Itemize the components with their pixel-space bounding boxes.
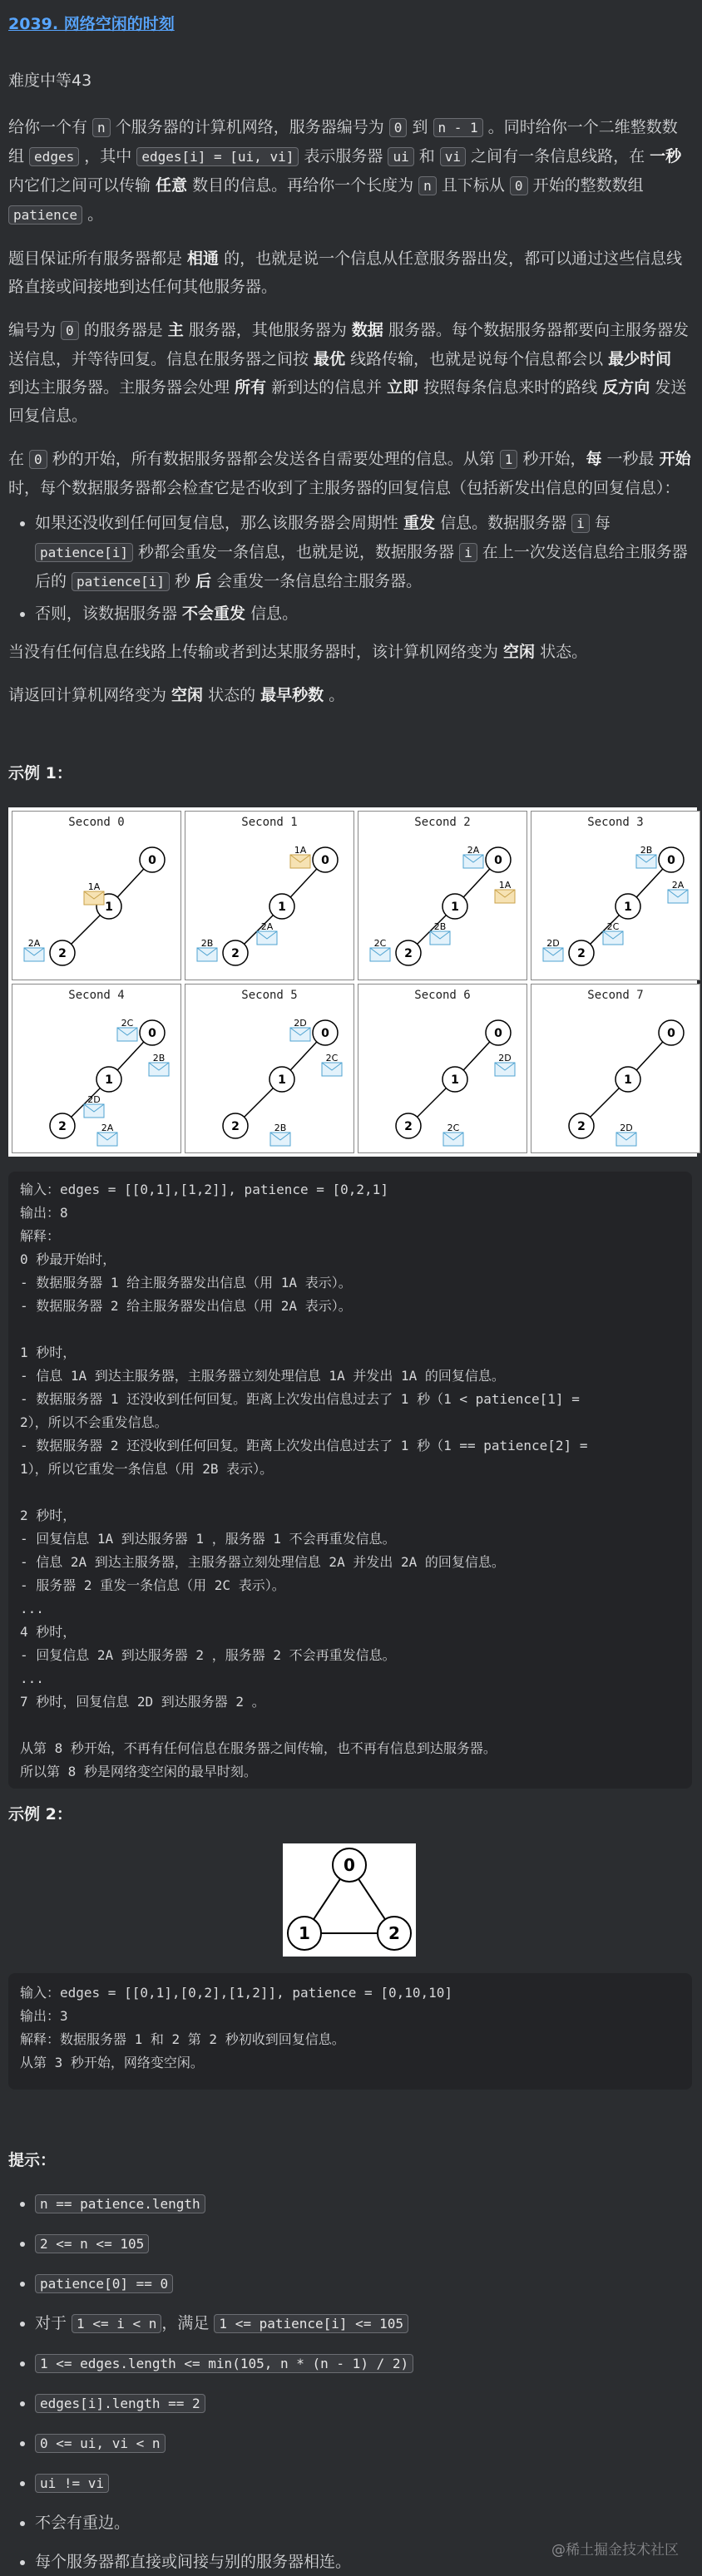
- second-label: Second 3: [587, 816, 644, 829]
- svg-text:2: 2: [388, 1923, 400, 1943]
- second-label: Second 2: [414, 816, 471, 829]
- inline-code: n - 1: [433, 118, 483, 137]
- message-envelope-icon: [290, 1018, 310, 1041]
- node-2: [396, 940, 421, 965]
- message-label: 2C: [373, 938, 387, 949]
- message-label: 2A: [260, 921, 274, 932]
- message-envelope-icon: [290, 845, 310, 868]
- node-1: [96, 1067, 121, 1092]
- message-label: 2D: [546, 938, 560, 949]
- intro-paragraph-6: 请返回计算机网络变为 空闲 状态的 最早秒数 。: [8, 686, 345, 704]
- example-1-heading: 示例 1：: [8, 764, 72, 782]
- network-graph: [531, 985, 700, 1152]
- message-label: 2D: [87, 1094, 101, 1105]
- emphasis: 空闲: [503, 643, 536, 661]
- emphasis: 重发: [403, 514, 436, 532]
- node-1: [442, 1067, 467, 1092]
- message-label: 2D: [620, 1123, 633, 1133]
- message-envelope-icon: [149, 1053, 169, 1076]
- node-1: [615, 1067, 640, 1092]
- second-label: Second 5: [241, 989, 298, 1002]
- second-panel: [12, 811, 181, 980]
- message-label: 2A: [671, 880, 685, 891]
- message-label: 2A: [467, 845, 480, 856]
- message-envelope-icon: [616, 1123, 636, 1146]
- node-1: [615, 894, 640, 919]
- resend-rules-list: [8, 509, 692, 628]
- emphasis: 所有: [235, 378, 267, 397]
- emphasis: 空闲: [171, 686, 204, 704]
- constraint-item: [35, 2509, 692, 2537]
- node-2: [50, 940, 75, 965]
- svg-text:0: 0: [667, 1027, 675, 1040]
- node-0: [140, 847, 165, 872]
- constraint-item: [35, 2389, 692, 2418]
- example-1-code: 输入：edges = [[0,1],[1,2]], patience = [0,2,1] 输出：8 解释： 0 秒最开始时， - 数据服务器 1 给主服务器发出信息（用 1A 表示）。 - 数据服务器 2 给主服务器发出信息（用 2A 表示）。 1 秒时， - 信息 1A 到达主服务器，主服务器立刻处理信息 1A 并发出 1A 的回复信息。 - 数据服务器 1 还没收到任何回复。距离上次发出信息过去了 1 秒（1 < patience[1] = 2），所以不会重发信息。 - 数据服务器 2 还没收到任何回复。距离上次发出信息过去了 1 秒（1 == patience[2] = 1），所以它重发一条信息（用 2B 表示）。 2 秒时， - 回复信息 1A 到达服务器 1 ，服务器 1 不会再重发信息。 - 信息 2A 到达主服务器，主服务器立刻处理信息 2A 并发出 2A 的回复信息。 - 服务器 2 重发一条信息（用 2C 表示）。 ... 4 秒时， - 回复信息 2A 到达服务器 2 ，服务器 2 不会再重发信息。 ... 7 秒时，回复信息 2D 到达服务器 2 。 从第 8 秒开始，不再有任何信息在服务器之间传输，也不再有信息到达服务器。 所以第 8 秒是网络变空闲的最早时刻。: [8, 1172, 692, 1789]
- emphasis: 数据: [351, 321, 383, 339]
- inline-code: edges[i].length == 2: [35, 2394, 205, 2413]
- difficulty-label: 难度中等43: [8, 72, 92, 90]
- inline-code: 0 <= ui, vi < n: [35, 2434, 166, 2453]
- node-1: [269, 894, 294, 919]
- list-item: • 如果还没收到任何回复信息，那么该服务器会周期性 重发 信息。数据服务器 i 每 patience[i] 秒都会重发一条信息，也就是说，数据服务器 i 在上一次发送信息给主服务器后的 patience[i] 秒 后 会重发一条信息给主服务器。: [35, 509, 692, 596]
- second-label: Second 6: [414, 989, 471, 1002]
- network-graph: [531, 812, 700, 980]
- svg-text:1: 1: [451, 1073, 459, 1087]
- second-panel: [185, 984, 354, 1153]
- message-label: 2C: [325, 1053, 339, 1063]
- constraint-item: [35, 2269, 692, 2298]
- message-label: 2D: [294, 1018, 307, 1029]
- message-label: 2C: [447, 1123, 460, 1133]
- hints-heading: 提示：: [8, 2151, 57, 2169]
- message-envelope-icon: [443, 1123, 463, 1146]
- list-item: • 否则，该数据服务器 不会重发 信息。: [35, 600, 692, 628]
- inline-code: i: [571, 514, 590, 533]
- svg-text:0: 0: [494, 1027, 502, 1040]
- message-envelope-icon: [495, 1053, 515, 1076]
- intro-paragraph-5: 当没有任何信息在线路上传输或者到达某服务器时，该计算机网络变为 空闲 状态。: [8, 643, 588, 661]
- emphasis: 最少时间: [608, 350, 672, 368]
- example-2-heading: 示例 2：: [8, 1805, 72, 1823]
- network-graph: [185, 985, 353, 1152]
- intro-paragraph-2: 题目保证所有服务器都是 相通 的，也就是说一个信息从任意服务器出发，都可以通过这些信息线路直接或间接地到达任何其他服务器。: [8, 249, 683, 296]
- emphasis: 后: [195, 572, 212, 590]
- node-2: [378, 1917, 411, 1950]
- inline-code: ui: [388, 147, 413, 166]
- emphasis: 相通: [187, 249, 220, 268]
- network-graph: [185, 812, 353, 980]
- second-panel: [358, 811, 527, 980]
- inline-code: edges[i] = [ui, vi]: [136, 147, 299, 166]
- inline-code: 1 <= i < n: [72, 2314, 161, 2333]
- message-label: 2B: [274, 1123, 287, 1133]
- inline-code: i: [459, 543, 477, 562]
- inline-code: 1 <= patience[i] <= 105: [214, 2314, 408, 2333]
- message-label: 2A: [27, 938, 41, 949]
- node-1: [269, 1067, 294, 1092]
- node-0: [659, 1020, 684, 1045]
- inline-code: vi: [440, 147, 466, 166]
- message-label: 2B: [640, 845, 653, 856]
- second-label: Second 0: [68, 816, 125, 829]
- emphasis: 开始: [659, 450, 691, 468]
- second-label: Second 1: [241, 816, 298, 829]
- second-panel: [185, 811, 354, 980]
- svg-text:2: 2: [58, 947, 67, 960]
- node-0: [313, 847, 338, 872]
- message-label: 2B: [433, 921, 447, 932]
- node-2: [50, 1113, 75, 1138]
- example-2-code: 输入：edges = [[0,1],[0,2],[1,2]], patience = [0,10,10] 输出：3 解释：数据服务器 1 和 2 第 2 秒初收到回复信息。 从第 3 秒开始，网络变空闲。: [8, 1973, 692, 2090]
- svg-text:1: 1: [451, 901, 459, 914]
- node-2: [223, 940, 248, 965]
- svg-text:1: 1: [299, 1923, 310, 1943]
- svg-text:2: 2: [404, 947, 413, 960]
- watermark: @稀土掘金技术社区: [551, 2542, 679, 2559]
- inline-code: 0: [389, 118, 408, 137]
- message-label: 2C: [121, 1018, 134, 1029]
- message-envelope-icon: [117, 1018, 137, 1041]
- constraint-text: 对于: [35, 2314, 72, 2332]
- inline-code: ui != vi: [35, 2474, 109, 2493]
- message-label: 1A: [294, 845, 307, 856]
- message-envelope-icon: [24, 938, 44, 961]
- svg-text:0: 0: [321, 1027, 329, 1040]
- second-panel: [358, 984, 527, 1153]
- svg-text:2: 2: [404, 1120, 413, 1133]
- message-envelope-icon: [603, 921, 623, 945]
- svg-text:0: 0: [494, 854, 502, 867]
- svg-text:1: 1: [624, 1073, 632, 1087]
- problem-title-link[interactable]: 2039. 网络空闲的时刻: [8, 15, 175, 33]
- message-label: 2B: [200, 938, 214, 949]
- message-envelope-icon: [370, 938, 390, 961]
- inline-code: patience[0] == 0: [35, 2274, 173, 2293]
- message-label: 2B: [152, 1053, 166, 1063]
- second-label: Second 7: [587, 989, 644, 1002]
- message-label: 1A: [87, 881, 101, 892]
- network-graph: [358, 985, 526, 1152]
- constraint-item: [35, 2429, 692, 2458]
- message-envelope-icon: [270, 1123, 290, 1146]
- example-2-diagram: [283, 1843, 416, 1957]
- emphasis: 一秒: [650, 147, 682, 165]
- constraint-item: [35, 2189, 692, 2218]
- second-label: Second 4: [68, 989, 125, 1002]
- svg-text:1: 1: [105, 901, 113, 914]
- svg-text:2: 2: [58, 1120, 67, 1133]
- svg-text:0: 0: [667, 854, 675, 867]
- svg-text:0: 0: [344, 1855, 355, 1875]
- message-envelope-icon: [257, 921, 277, 945]
- svg-text:0: 0: [148, 854, 156, 867]
- constraint-item: [35, 2309, 692, 2338]
- message-envelope-icon: [322, 1053, 342, 1076]
- inline-code: patience[i]: [72, 572, 170, 591]
- second-panel: [531, 811, 700, 980]
- node-2: [569, 940, 594, 965]
- message-envelope-icon: [84, 881, 104, 905]
- inline-code: edges: [29, 147, 79, 166]
- example-1-diagram: [8, 807, 697, 1157]
- message-envelope-icon: [97, 1123, 117, 1146]
- svg-text:0: 0: [148, 1027, 156, 1040]
- network-graph: [358, 812, 526, 980]
- svg-text:2: 2: [231, 947, 240, 960]
- inline-code: 1: [500, 450, 518, 469]
- second-panel: [12, 984, 181, 1153]
- network-graph: [12, 985, 180, 1152]
- constraint-item: [35, 2229, 692, 2258]
- inline-code: 2 <= n <= 105: [35, 2234, 149, 2253]
- message-envelope-icon: [495, 880, 515, 903]
- intro-paragraph-4: 在 0 秒的开始，所有数据服务器都会发送各自需要处理的信息。从第 1 秒开始，每 一秒最 开始 时，每个数据服务器都会检查它是否收到了主服务器的回复信息（包括新发出信息的回复信息）：: [8, 450, 691, 497]
- message-label: 2C: [606, 921, 620, 932]
- constraint-text: 不会有重边。: [35, 2514, 131, 2532]
- emphasis: 立即: [387, 378, 419, 397]
- intro-paragraph-1: 给你一个有 n 个服务器的计算机网络，服务器编号为 0 到 n - 1 。同时给你一个二维整数数组 edges ，其中 edges[i] = [ui, vi] 表示服务器 ui 和 vi 之间有一条信息线路，在 一秒 内它们之间可以传输 任意 数目的信息。再给你一个长度为 n 且下标从 0 开始的整数数组 patience 。: [8, 118, 682, 224]
- node-0: [659, 847, 684, 872]
- node-2: [396, 1113, 421, 1138]
- message-envelope-icon: [197, 938, 217, 961]
- network-graph: [12, 812, 180, 980]
- emphasis: 最优: [314, 350, 346, 368]
- svg-text:1: 1: [278, 1073, 286, 1087]
- inline-code: 0: [29, 450, 47, 469]
- message-label: 2A: [101, 1123, 114, 1133]
- emphasis: 每: [586, 450, 602, 468]
- emphasis: 主: [167, 321, 184, 339]
- message-envelope-icon: [543, 938, 563, 961]
- node-1: [288, 1917, 321, 1950]
- message-label: 2D: [498, 1053, 512, 1063]
- node-2: [569, 1113, 594, 1138]
- inline-code: patience: [8, 205, 82, 225]
- inline-code: n: [418, 176, 437, 195]
- inline-code: n: [92, 118, 111, 137]
- emphasis: 任意: [156, 176, 188, 195]
- node-0: [140, 1020, 165, 1045]
- inline-code: patience[i]: [35, 543, 133, 562]
- inline-code: 1 <= edges.length <= min(105, n * (n - 1) / 2): [35, 2354, 413, 2373]
- triangle-graph: [283, 1843, 416, 1957]
- constraints-list: [8, 2189, 692, 2576]
- inline-code: 0: [510, 176, 528, 195]
- inline-code: 0: [61, 321, 79, 340]
- svg-text:0: 0: [321, 854, 329, 867]
- message-envelope-icon: [668, 880, 688, 903]
- inline-code: n == patience.length: [35, 2194, 205, 2213]
- intro-paragraph-3: 编号为 0 的服务器是 主 服务器，其他服务器为 数据 服务器。每个数据服务器都要向主服务器发送信息，并等待回复。信息在服务器之间按 最优 线路传输，也就是说每个信息都会以 最少时间 到达主服务器。主服务器会处理 所有 新到达的信息并 立即 按照每条信息来时的路线 反方向 发送回复信息。: [8, 321, 689, 425]
- svg-text:2: 2: [577, 947, 586, 960]
- svg-text:1: 1: [624, 901, 632, 914]
- message-envelope-icon: [430, 921, 450, 945]
- second-panel: [531, 984, 700, 1153]
- emphasis: 不会重发: [182, 605, 246, 623]
- message-label: 1A: [498, 880, 512, 891]
- constraint-item: [35, 2349, 692, 2378]
- node-0: [486, 847, 511, 872]
- message-envelope-icon: [84, 1094, 104, 1118]
- constraint-text: ，满足: [161, 2314, 215, 2332]
- emphasis: 反方向: [602, 378, 650, 397]
- svg-text:1: 1: [278, 901, 286, 914]
- message-envelope-icon: [463, 845, 483, 868]
- node-0: [486, 1020, 511, 1045]
- svg-text:2: 2: [231, 1120, 240, 1133]
- node-0: [333, 1848, 366, 1882]
- svg-text:1: 1: [105, 1073, 113, 1087]
- node-2: [223, 1113, 248, 1138]
- svg-text:2: 2: [577, 1120, 586, 1133]
- emphasis: 最早秒数: [260, 686, 324, 704]
- message-envelope-icon: [636, 845, 656, 868]
- node-0: [313, 1020, 338, 1045]
- constraint-item: [35, 2469, 692, 2498]
- node-1: [442, 894, 467, 919]
- constraint-text: 每个服务器都直接或间接与别的服务器相连。: [35, 2553, 352, 2571]
